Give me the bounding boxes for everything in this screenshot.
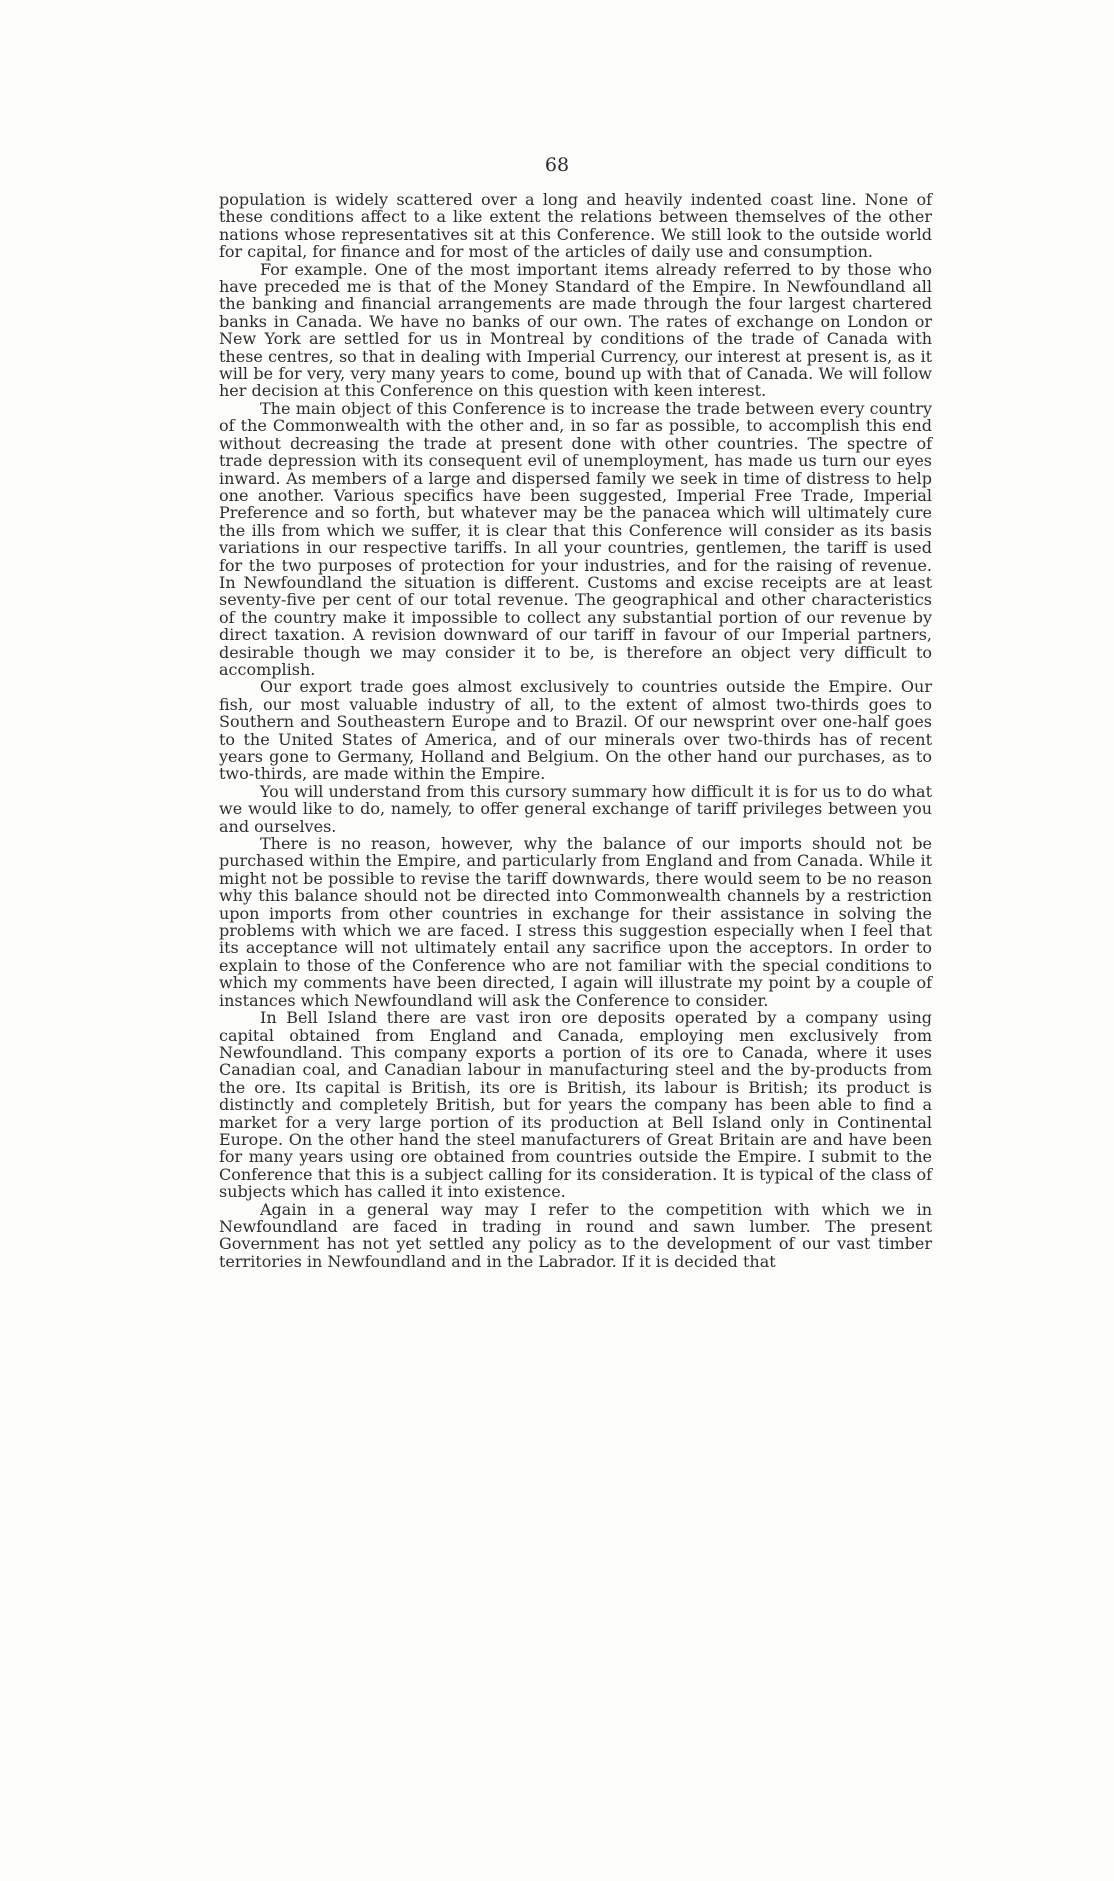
paragraph-6: There is no reason, however, why the balance of our imports should not be purchased within the Empire, and particularly from England and from Canada. While it might not be possible to revise the tariff downwards, there would seem to be no reason why this balance should not be directed into Commonwealth channels by a restriction upon imports from other countries in exchange for their assistance in solving the problems with which we are faced. I stress this suggestion especially when I feel that its acceptance will not ultimately entail any sacrifice upon the acceptors. In order to explain to those of the Conference who are not familiar with the special conditions to which my comments have been directed, I again will illustrate my point by a couple of instances which Newfoundland will ask the Conference to consider. bbox=[219, 834, 932, 1010]
paragraph-4: Our export trade goes almost exclusively to countries outside the Empire. Our fish, our most valuable industry of all, to the extent of almost two-thirds goes to Southern and Southeastern Europe and to Brazil. Of our newsprint over one-half goes to the United States of America, and of our minerals over two-thirds has of recent years gone to Germany, Holland and Belgium. On the other hand our purchases, as to two-thirds, are made within the Empire. bbox=[219, 677, 932, 784]
paragraph-8: Again in a general way may I refer to the competition with which we in Newfoundland are faced in trading in round and sawn lumber. The present Government has not yet settled any policy as to the development of our vast timber territories in Newfoundland and in the Labrador. If it is decided that bbox=[219, 1199, 932, 1271]
paragraph-7: In Bell Island there are vast iron ore deposits operated by a company using capital obtained from England and Canada, employing men exclusively from Newfoundland. This company exports a portion of its ore to Canada, where it uses Canadian coal, and Canadian labour in manufacturing steel and the by-products from the ore. Its capital is British, its ore is British, its labour is British; its product is distinctly and completely British, but for years the company has been able to find a market for a very large portion of its production at Bell Island only in Continental Europe. On the other hand the steel manufacturers of Great Britain are and have been for many years using ore obtained from countries outside the Empire. I submit to the Conference that this is a subject calling for its consideration. It is typical of the class of subjects which has called it into existence. bbox=[219, 1008, 932, 1202]
paragraph-2: For example. One of the most important items already referred to by those who have preceded me is that of the Money Standard of the Empire. In Newfoundland all the banking and financial arrangements are made through the four largest chartered banks in Canada. We have no banks of our own. The rates of exchange on London or New York are settled for us in Montreal by conditions of the trade of Canada with these centres, so that in dealing with Imperial Currency, our interest at present is, as it will be for very, very many years to come, bound up with that of Canada. We will follow her decision at this Conference on this question with keen interest. bbox=[219, 259, 932, 401]
page-number: 68 bbox=[544, 154, 570, 176]
paragraph-5: You will understand from this cursory summary how difficult it is for us to do what we would like to do, namely, to offer general exchange of tariff privileges between you and ourselves. bbox=[219, 781, 932, 836]
body-text bbox=[219, 191, 932, 1270]
paragraph-3: The main object of this Conference is to increase the trade between every country of the Commonwealth with the other and, in so far as possible, to accomplish this end without decreasing the trade at present done with other countries. The spectre of trade depression with its consequent evil of unemployment, has made us turn our eyes inward. As members of a large and dispersed family we seek in time of distress to help one another. Various specifics have been suggested, Imperial Free Trade, Imperial Preference and so forth, but whatever may be the panacea which will ultimately cure the ills from which we suffer, it is clear that this Conference will consider as its basis variations in our respective tariffs. In all your countries, gentlemen, the tariff is used for the two purposes of protection for your industries, and for the raising of revenue. In Newfoundland the situation is different. Customs and excise receipts are at least seventy-five per cent of our total revenue. The geographical and other characteristics of the country make it impossible to collect any substantial portion of our revenue by direct taxation. A revision downward of our tariff in favour of our Imperial partners, desirable though we may consider it to be, is therefore an object very difficult to accomplish. bbox=[219, 398, 932, 679]
paragraph-1: population is widely scattered over a long and heavily indented coast line. None of these conditions affect to a like extent the relations between themselves of the other nations whose representatives sit at this Conference. We still look to the outside world for capital, for finance and for most of the articles of daily use and consumption. bbox=[219, 190, 932, 262]
